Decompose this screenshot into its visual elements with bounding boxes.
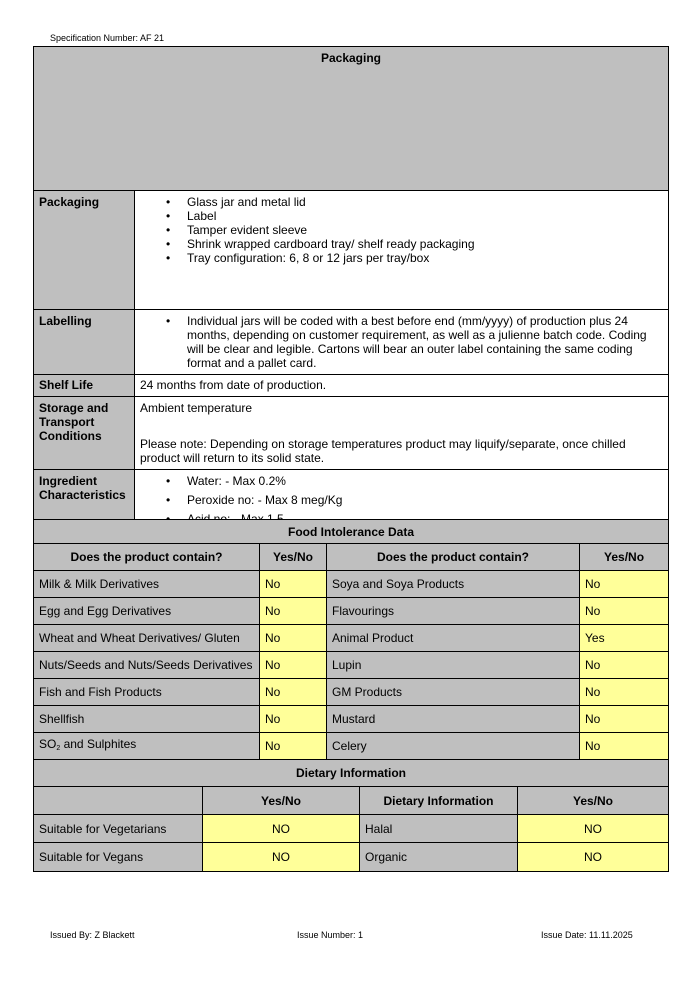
col-header-yesno: Yes/No — [260, 544, 327, 571]
allergen-name: $SO_2$ and Sulphites — [34, 733, 260, 760]
dietary-title: Dietary Information — [34, 760, 669, 787]
ingredient-label: Ingredient Characteristics — [34, 470, 135, 536]
allergen-value: No — [260, 598, 327, 625]
shelf-life-text: 24 months from date of production. — [135, 375, 669, 397]
table-row — [34, 652, 669, 679]
list-item: • Label — [140, 209, 663, 223]
storage-text-2: Please note: Depending on storage temperatures product may liquify/separate, once chilled product will return to its solid state. — [140, 437, 626, 465]
list-item: • Water: - Max 0.2% — [140, 474, 663, 488]
table-row — [34, 598, 669, 625]
dietary-table — [33, 759, 669, 872]
allergen-name: Milk & Milk Derivatives — [34, 571, 260, 598]
dietary-name: Suitable for Vegetarians — [34, 815, 203, 843]
packaging-section-title: Packaging — [34, 47, 669, 191]
storage-cell — [135, 397, 669, 470]
allergen-value: No — [260, 733, 327, 760]
allergen-name: Mustard — [327, 706, 580, 733]
col-header-dietary-info: Dietary Information — [360, 787, 518, 815]
allergen-name: Nuts/Seeds and Nuts/Seeds Derivatives — [34, 652, 260, 679]
packaging-label: Packaging — [34, 191, 135, 310]
list-item: • Glass jar and metal lid — [140, 195, 663, 209]
issue-date: Issue Date: 11.11.2025 — [541, 930, 633, 940]
list-item: • Peroxide no: - Max 8 meg/Kg — [140, 493, 663, 507]
table-row — [34, 843, 669, 872]
dietary-header-blank — [34, 787, 203, 815]
allergen-value: No — [580, 706, 669, 733]
storage-label: Storage and Transport Conditions — [34, 397, 135, 470]
spec-number: Specification Number: AF 21 — [50, 33, 165, 43]
labelling-text: • Individual jars will be coded with a best before end (mm/yyyy) of production plus 24 months, depending on customer requirement, as well as a julienne batch code. Coding will be clear and legible. Cartons will bear an outer label containing the same coding format and a pallet card. — [140, 314, 663, 370]
allergen-name: Shellfish — [34, 706, 260, 733]
storage-text-1: Ambient temperature — [140, 401, 253, 415]
dietary-value: NO — [203, 815, 360, 843]
allergen-name: Soya and Soya Products — [327, 571, 580, 598]
issue-number: Issue Number: 1 — [297, 930, 364, 940]
labelling-cell — [135, 310, 669, 375]
dietary-name: Organic — [360, 843, 518, 872]
food-intolerance-title: Food Intolerance Data — [34, 520, 669, 544]
dietary-name: Halal — [360, 815, 518, 843]
allergen-value: No — [580, 733, 669, 760]
allergen-value: Yes — [580, 625, 669, 652]
table-row — [34, 679, 669, 706]
list-item: • Tamper evident sleeve — [140, 223, 663, 237]
issued-by: Issued By: Z Blackett — [50, 930, 135, 940]
allergen-value: No — [260, 625, 327, 652]
allergen-name: GM Products — [327, 679, 580, 706]
dietary-value: NO — [203, 843, 360, 872]
packaging-table — [33, 46, 669, 536]
dietary-name: Suitable for Vegans — [34, 843, 203, 872]
allergen-name: Flavourings — [327, 598, 580, 625]
allergen-value: No — [580, 598, 669, 625]
col-header-question: Does the product contain? — [34, 544, 260, 571]
allergen-value: No — [580, 571, 669, 598]
table-row — [34, 706, 669, 733]
allergen-value: No — [580, 679, 669, 706]
allergen-name: Wheat and Wheat Derivatives/ Gluten — [34, 625, 260, 652]
packaging-list — [140, 195, 663, 265]
allergen-name: Lupin — [327, 652, 580, 679]
allergen-name: Celery — [327, 733, 580, 760]
food-intolerance-table — [33, 519, 669, 760]
allergen-name: Egg and Egg Derivatives — [34, 598, 260, 625]
col-header-yesno: Yes/No — [518, 787, 669, 815]
dietary-value: NO — [518, 815, 669, 843]
col-header-yesno: Yes/No — [580, 544, 669, 571]
packaging-list-cell — [135, 191, 669, 310]
list-item: • Tray configuration: 6, 8 or 12 jars per tray/box — [140, 251, 663, 265]
allergen-value: No — [260, 652, 327, 679]
allergen-value: No — [260, 571, 327, 598]
table-row — [34, 625, 669, 652]
allergen-name: Animal Product — [327, 625, 580, 652]
col-header-question: Does the product contain? — [327, 544, 580, 571]
table-row — [34, 571, 669, 598]
table-row — [34, 815, 669, 843]
col-header-yesno: Yes/No — [203, 787, 360, 815]
table-row — [34, 733, 669, 760]
allergen-value: No — [260, 706, 327, 733]
labelling-label: Labelling — [34, 310, 135, 375]
allergen-value: No — [580, 652, 669, 679]
dietary-value: NO — [518, 843, 669, 872]
allergen-value: No — [260, 679, 327, 706]
shelf-life-label: Shelf Life — [34, 375, 135, 397]
allergen-name: Fish and Fish Products — [34, 679, 260, 706]
list-item: • Shrink wrapped cardboard tray/ shelf ready packaging — [140, 237, 663, 251]
